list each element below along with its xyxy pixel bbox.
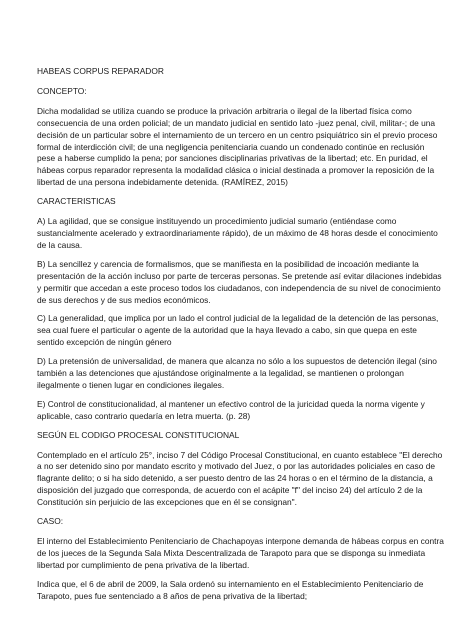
caracteristica-a: A) La agilidad, que se consigue instituyendo un procedimiento judicial sumario (entiéndase como sustancialmente acelerado y extraordinariamente rápido), de un máximo de 48 horas desde el conocimiento de la causa. bbox=[37, 216, 438, 250]
caracteristica-b: B) La sencillez y carencia de formalismos, que se manifiesta en la posibilidad de incoación mediante la presentación de la acción incluso por parte de terceras personas. Se pretende así evitar dilaciones indebidas y permitir que accedan a este proceso todos los ciudadanos, con independencia de su nivel de conocimiento de sus derechos y de sus medios económicos. bbox=[37, 258, 442, 305]
caracteristica-e: E) Control de constitucionalidad, al mantener un efectivo control de la juricidad queda la norma vigente y aplicable, caso contrario quedaría en letra muerta. (p. 28) bbox=[37, 398, 425, 421]
caracteristica-d: D) La pretensión de universalidad, de manera que alcanza no sólo a los supuestos de detención ilegal (sino también a las detenciones que ajustándose originalmente a la legalidad, se mantienen o prolongan ilegalmente o tienen lugar en condiciones ilegales. bbox=[37, 356, 437, 390]
caracteristicas-heading: CARACTERISTICAS bbox=[37, 196, 116, 207]
caso-heading: CASO: bbox=[37, 516, 64, 527]
concepto-paragraph: Dicha modalidad se utiliza cuando se produce la privación arbitraria o ilegal de la libertad física como consecuencia de una orden policial; de un mandato judicial en sentido lato -juez penal, civil, militar-; de una decisión de un particular sobre el internamiento de un tercero en un centro psiquiátrico sin el previo proceso formal de interdicción civil; de una negligencia penitenciaria cuando un condenado continúe en reclusión pese a haberse cumplido la pena; por sanciones disciplinarias privativas de la libertad; etc. En puridad, el hábeas corpus reparador representa la modalidad clásica o inicial destinada a promover la reposición de la libertad de una persona indebidamente detenida. (RAMÍREZ, 2015) bbox=[37, 105, 438, 188]
caracteristica-c: C) La generalidad, que implica por un lado el control judicial de la legalidad de la detención de las personas, sea cual fuere el particular o agente de la autoridad que la haya llevado a cabo, sin que quepa en este sentido excepción de ningún género bbox=[37, 313, 439, 348]
codigo-paragraph: Contemplado en el artículo 25°, inciso 7 del Código Procesal Constitucional, en cuanto establece "El derecho a no ser detenido sino por mandato escrito y motivado del Juez, o por las autoridades policiales en caso de flagrante delito; o si ha sido detenido, a ser puesto dentro de las 24 horas o en el término de la distancia, a disposición del juzgado que corresponda, de acuerdo con el acápite "f" del inciso 24) del artículo 2 de la Constitución sin perjuicio de las excepciones que en él se consignan". bbox=[37, 449, 443, 508]
concepto-heading: CONCEPTO: bbox=[37, 85, 87, 96]
caso-paragraph-2: Indica que, el 6 de abril de 2009, la Sala ordenó su internamiento en el Establecimiento Penitenciario de Tarapoto, pues fue sentenciado a 8 años de pena privativa de la libertad; bbox=[37, 578, 424, 601]
codigo-heading: SEGÚN EL CODIGO PROCESAL CONSTITUCIONAL bbox=[37, 429, 240, 440]
caso-paragraph-1: El interno del Establecimiento Penitenciario de Chachapoyas interpone demanda de hábeas corpus en contra de los jueces de la Segunda Sala Mixta Descentralizada de Tarapoto para que se disponga su inmediata libertad por cumplimiento de pena privativa de la libertad. bbox=[37, 536, 444, 570]
document-title: HABEAS CORPUS REPARADOR bbox=[37, 66, 164, 76]
